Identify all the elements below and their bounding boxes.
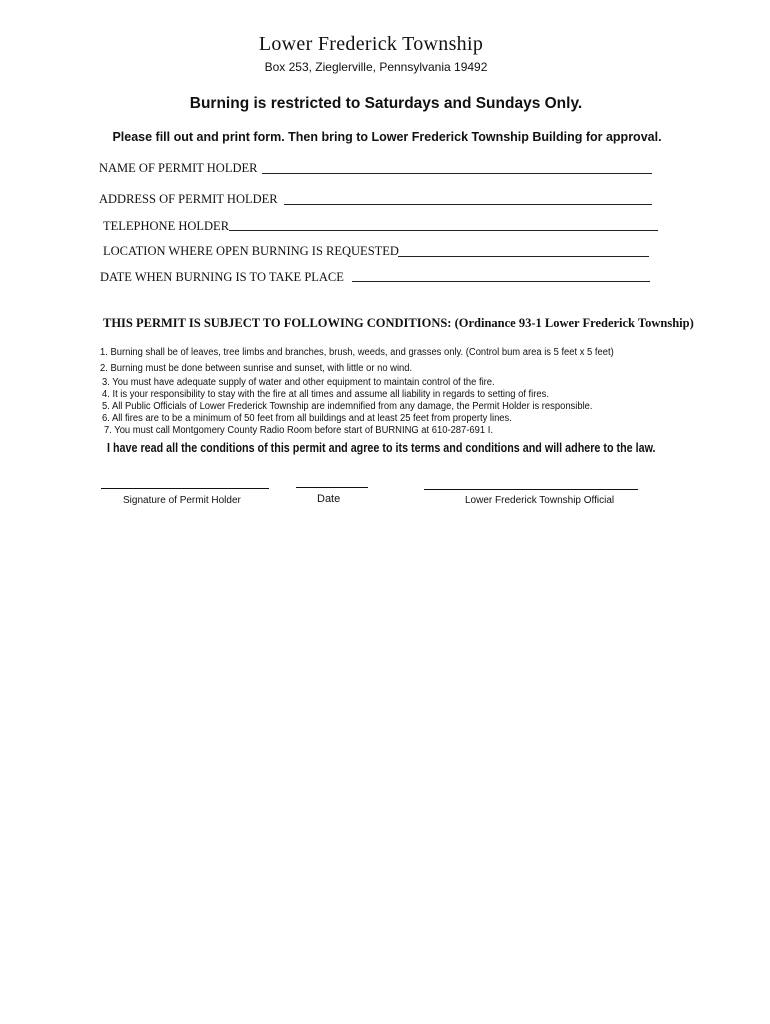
condition-item: 5. All Public Officials of Lower Frederick Township are indemnified from any damage, the Permit Holder is responsible.	[102, 401, 593, 412]
date-signature-label: Date	[317, 493, 341, 505]
condition-item: 3. You must have adequate supply of water and other equipment to maintain control of the fire.	[102, 377, 495, 388]
agreement-statement: I have read all the conditions of this permit and agree to its terms and conditions and will adhere to the law.	[107, 441, 656, 455]
address-field-label: ADDRESS OF PERMIT HOLDER	[99, 192, 278, 206]
location-field-label: LOCATION WHERE OPEN BURNING IS REQUESTED	[103, 244, 399, 258]
location-field-line[interactable]	[398, 256, 649, 257]
telephone-field-line[interactable]	[229, 230, 658, 231]
official-signature-label: Lower Frederick Township Official	[465, 495, 615, 506]
conditions-heading: THIS PERMIT IS SUBJECT TO FOLLOWING CONDITIONS: (Ordinance 93-1 Lower Frederick Township)	[103, 316, 694, 330]
condition-item: 6. All fires are to be a minimum of 50 feet from all buildings and at least 25 feet from property lines.	[102, 413, 512, 424]
holder-signature-line[interactable]	[101, 488, 269, 489]
name-field-label: NAME OF PERMIT HOLDER	[99, 161, 258, 175]
date-field-label: DATE WHEN BURNING IS TO TAKE PLACE	[100, 270, 344, 284]
restriction-notice: Burning is restricted to Saturdays and Sundays Only.	[189, 95, 583, 112]
township-address: Box 253, Zieglerville, Pennsylvania 19492	[264, 60, 488, 74]
holder-signature-label: Signature of Permit Holder	[123, 495, 241, 506]
township-title: Lower Frederick Township	[258, 33, 484, 55]
official-signature-line[interactable]	[424, 489, 638, 490]
telephone-field-label: TELEPHONE HOLDER	[103, 219, 230, 233]
date-signature-line[interactable]	[296, 487, 368, 488]
condition-item: 4. It is your responsibility to stay with the fire at all times and assume all liability in regards to setting of fires.	[102, 389, 549, 400]
name-field-line[interactable]	[262, 173, 652, 174]
condition-item: 7. You must call Montgomery County Radio Room before start of BURNING at 610-287-691 I.	[104, 425, 493, 436]
condition-item: 2. Burning must be done between sunrise and sunset, with little or no wind.	[100, 363, 413, 374]
condition-item: 1. Burning shall be of leaves, tree limbs and branches, brush, weeds, and grasses only. (Control bum area is 5 feet x 5 feet)	[100, 347, 614, 358]
address-field-line[interactable]	[284, 204, 652, 205]
date-field-line[interactable]	[352, 281, 650, 282]
form-instructions: Please fill out and print form. Then bring to Lower Frederick Township Building for approval.	[112, 130, 662, 144]
